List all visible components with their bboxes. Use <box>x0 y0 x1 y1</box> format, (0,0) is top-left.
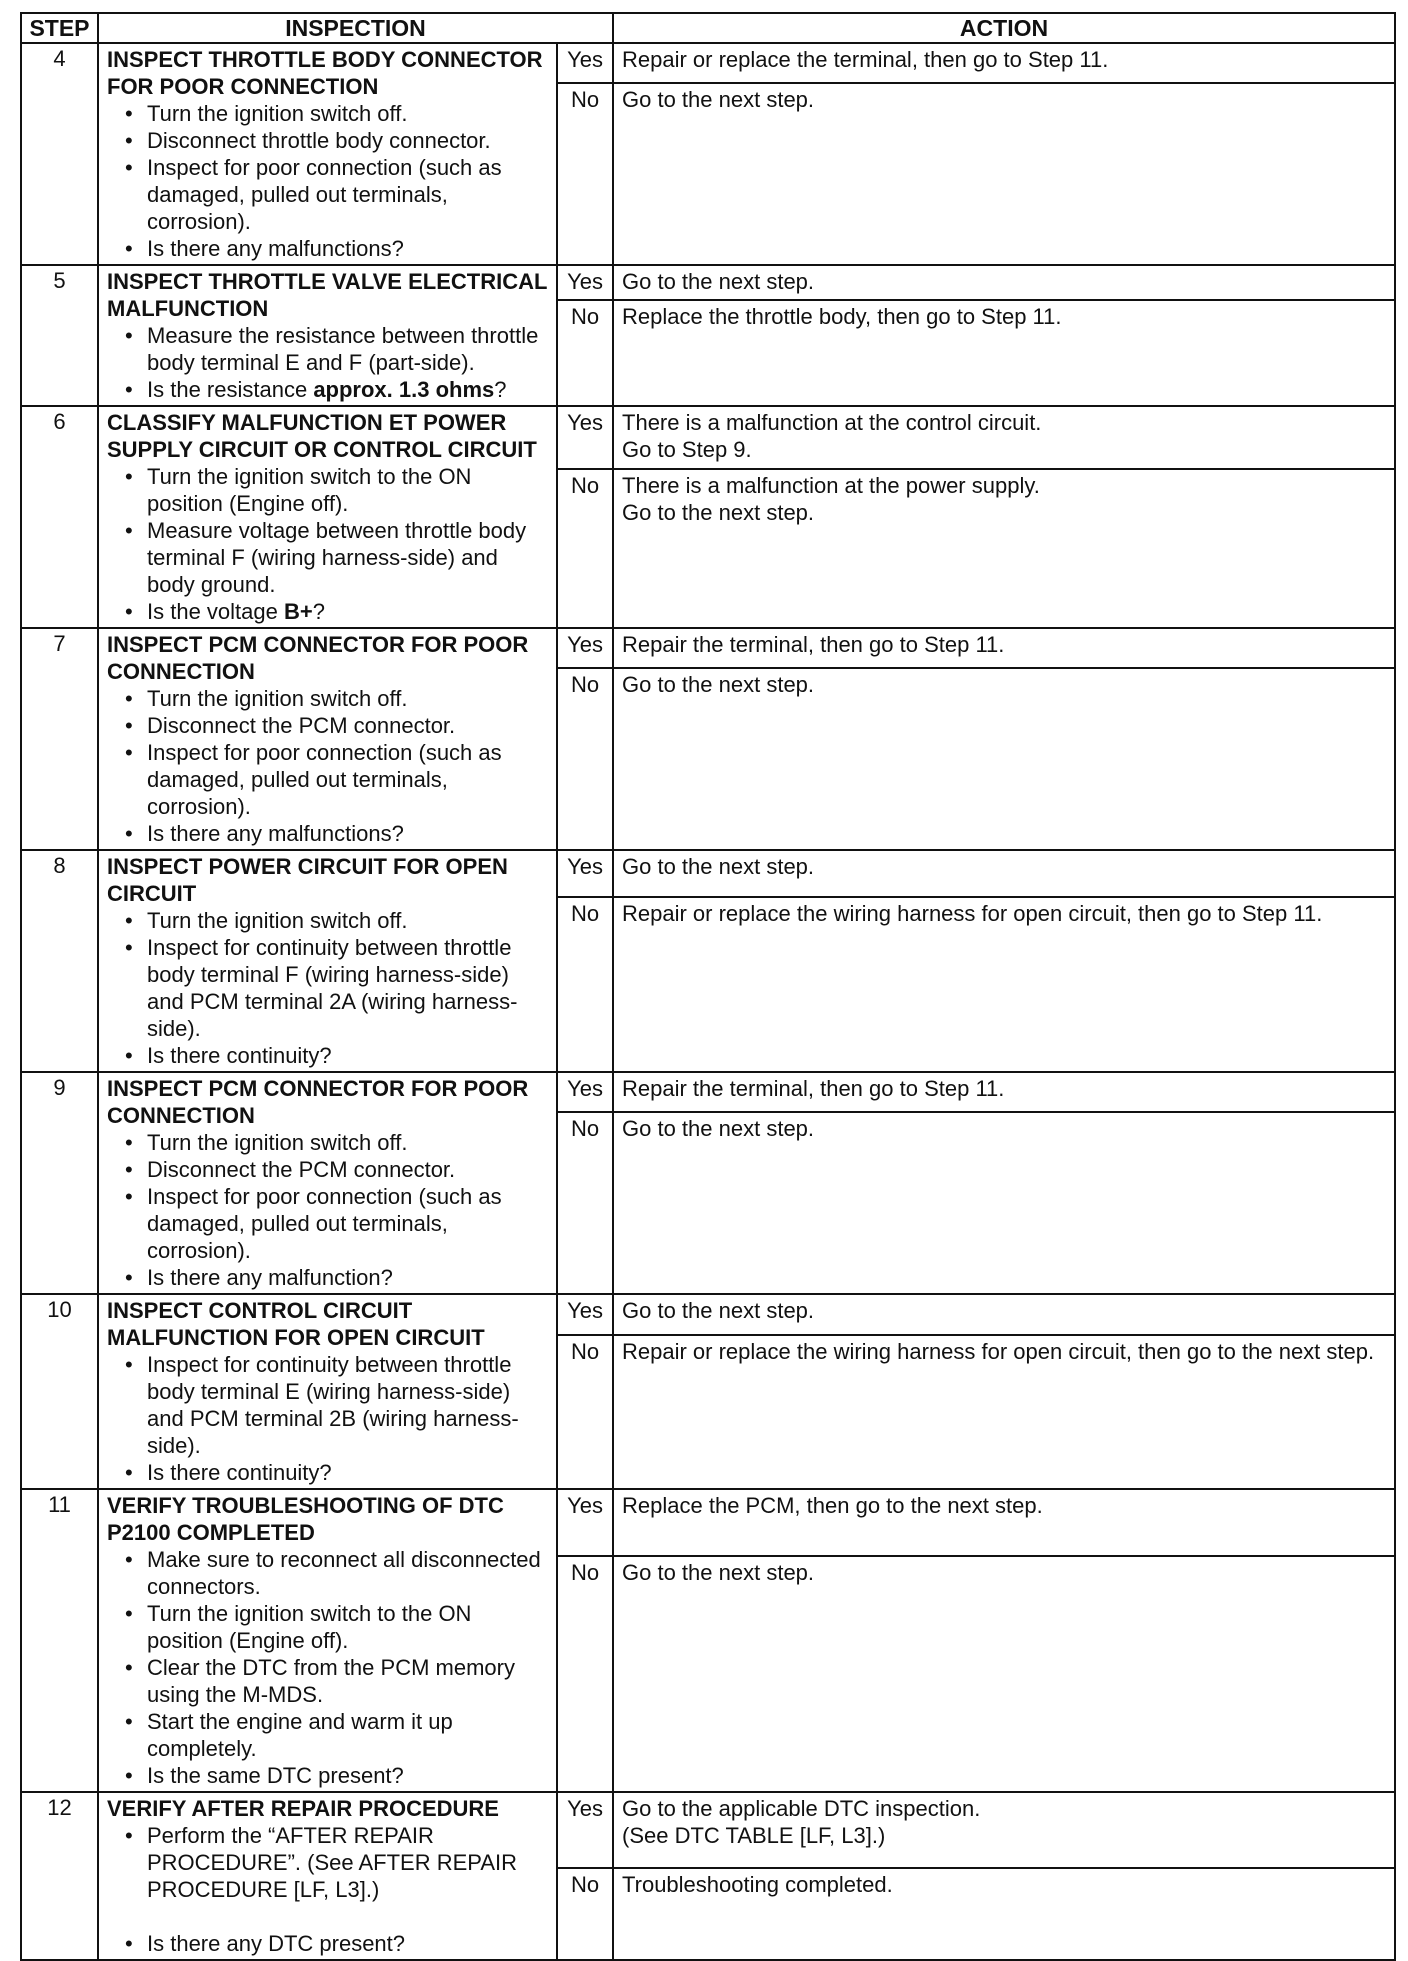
header-step: STEP <box>21 13 98 43</box>
inspection-title: INSPECT PCM CONNECTOR FOR POOR CONNECTION <box>107 632 529 684</box>
inspection-title: INSPECT PCM CONNECTOR FOR POOR CONNECTION <box>107 1076 529 1128</box>
step-number: 5 <box>21 265 98 406</box>
table-row <box>21 1489 1395 1556</box>
inspection-bullet: • Is the same DTC present? <box>121 1762 548 1789</box>
no-label: No <box>557 897 613 1072</box>
yes-label: Yes <box>557 1072 613 1112</box>
inspection-bullet: • Inspect for poor connection (such as damaged, pulled out terminals, corrosion). <box>121 154 548 235</box>
inspection-bullets <box>107 463 548 625</box>
emphasis-value: B+ <box>283 599 313 624</box>
table-row <box>21 406 1395 469</box>
inspection-bullet: • Turn the ignition switch to the ON position (Engine off). <box>121 1600 548 1654</box>
inspection-cell <box>98 1489 557 1792</box>
table-row <box>21 1072 1395 1112</box>
table-body <box>21 43 1395 1960</box>
inspection-bullets <box>107 1129 548 1291</box>
inspection-bullet: • Is there any malfunctions? <box>121 820 548 847</box>
inspection-bullet: • Start the engine and warm it up completely. <box>121 1708 548 1762</box>
yes-action: There is a malfunction at the control circuit. Go to Step 9. <box>613 406 1395 469</box>
inspection-cell <box>98 265 557 406</box>
inspection-bullet: • Clear the DTC from the PCM memory using the M-MDS. <box>121 1654 548 1708</box>
inspection-bullet: • Is there any malfunction? <box>121 1264 548 1291</box>
inspection-bullets <box>107 100 548 262</box>
inspection-bullet: • Disconnect the PCM connector. <box>121 1156 548 1183</box>
no-label: No <box>557 300 613 406</box>
step-number: 4 <box>21 43 98 265</box>
table-row <box>21 265 1395 300</box>
inspection-bullets <box>107 1546 548 1789</box>
yes-action: Go to the next step. <box>613 850 1395 897</box>
inspection-cell <box>98 850 557 1072</box>
inspection-bullet: • Disconnect throttle body connector. <box>121 127 548 154</box>
inspection-cell <box>98 1072 557 1294</box>
step-number: 8 <box>21 850 98 1072</box>
step-number: 10 <box>21 1294 98 1489</box>
table-row <box>21 850 1395 897</box>
no-action: Go to the next step. <box>613 1112 1395 1294</box>
no-label: No <box>557 1868 613 1960</box>
inspection-cell <box>98 628 557 850</box>
emphasis-value: approx. 1.3 ohms <box>313 377 495 402</box>
inspection-cell <box>98 406 557 628</box>
table-row <box>21 43 1395 83</box>
yes-action: Repair the terminal, then go to Step 11. <box>613 1072 1395 1112</box>
inspection-bullet: • Measure the resistance between throttle body terminal E and F (part-side). <box>121 322 548 376</box>
no-label: No <box>557 1112 613 1294</box>
inspection-bullet: • Inspect for poor connection (such as damaged, pulled out terminals, corrosion). <box>121 1183 548 1264</box>
inspection-title: INSPECT THROTTLE BODY CONNECTOR FOR POOR CONNECTION <box>107 47 543 99</box>
no-label: No <box>557 668 613 850</box>
step-number: 12 <box>21 1792 98 1960</box>
inspection-bullets <box>107 1351 548 1486</box>
step-number: 9 <box>21 1072 98 1294</box>
yes-action: Replace the PCM, then go to the next step. <box>613 1489 1395 1556</box>
no-label: No <box>557 1556 613 1792</box>
inspection-title: CLASSIFY MALFUNCTION ET POWER SUPPLY CIRCUIT OR CONTROL CIRCUIT <box>107 410 537 462</box>
no-action: Replace the throttle body, then go to Step 11. <box>613 300 1395 406</box>
no-action: Troubleshooting completed. <box>613 1868 1395 1960</box>
inspection-bullet: • Measure voltage between throttle body terminal F (wiring harness-side) and body ground. <box>121 517 548 598</box>
inspection-title: INSPECT CONTROL CIRCUIT MALFUNCTION FOR OPEN CIRCUIT <box>107 1298 485 1350</box>
yes-action: Go to the applicable DTC inspection. (See DTC TABLE [LF, L3].) <box>613 1792 1395 1868</box>
inspection-bullet: • Perform the “AFTER REPAIR PROCEDURE”. (See AFTER REPAIR PROCEDURE [LF, L3].) <box>121 1822 548 1930</box>
step-number: 6 <box>21 406 98 628</box>
inspection-cell <box>98 43 557 265</box>
inspection-bullets <box>107 322 548 403</box>
yes-label: Yes <box>557 1294 613 1335</box>
no-label: No <box>557 83 613 265</box>
inspection-bullet: • Turn the ignition switch off. <box>121 1129 548 1156</box>
yes-label: Yes <box>557 265 613 300</box>
header-row <box>21 13 1395 43</box>
no-action: Repair or replace the wiring harness for open circuit, then go to the next step. <box>613 1335 1395 1489</box>
inspection-bullets <box>107 685 548 847</box>
inspection-bullet: • Is there any malfunctions? <box>121 235 548 262</box>
inspection-bullet: • Inspect for poor connection (such as damaged, pulled out terminals, corrosion). <box>121 739 548 820</box>
no-label: No <box>557 1335 613 1489</box>
inspection-bullets <box>107 1822 548 1957</box>
inspection-cell <box>98 1792 557 1960</box>
step-number: 7 <box>21 628 98 850</box>
yes-label: Yes <box>557 628 613 668</box>
inspection-bullet: • Make sure to reconnect all disconnected connectors. <box>121 1546 548 1600</box>
inspection-title: INSPECT POWER CIRCUIT FOR OPEN CIRCUIT <box>107 854 508 906</box>
inspection-bullet: • Turn the ignition switch off. <box>121 685 548 712</box>
inspection-bullet: • Is the voltage B+? <box>121 598 548 625</box>
inspection-bullet: • Is the resistance approx. 1.3 ohms? <box>121 376 548 403</box>
inspection-bullet: • Turn the ignition switch off. <box>121 907 548 934</box>
no-label: No <box>557 469 613 628</box>
yes-label: Yes <box>557 850 613 897</box>
inspection-bullet: • Is there continuity? <box>121 1042 548 1069</box>
yes-action: Repair or replace the terminal, then go to Step 11. <box>613 43 1395 83</box>
no-action: Go to the next step. <box>613 1556 1395 1792</box>
inspection-title: VERIFY TROUBLESHOOTING OF DTC P2100 COMPLETED <box>107 1493 504 1545</box>
table-row <box>21 628 1395 668</box>
yes-action: Repair the terminal, then go to Step 11. <box>613 628 1395 668</box>
step-number: 11 <box>21 1489 98 1792</box>
inspection-cell <box>98 1294 557 1489</box>
yes-action: Go to the next step. <box>613 265 1395 300</box>
no-action: There is a malfunction at the power supply. Go to the next step. <box>613 469 1395 628</box>
inspection-bullets <box>107 907 548 1069</box>
inspection-bullet: • Is there any DTC present? <box>121 1930 548 1957</box>
yes-label: Yes <box>557 1489 613 1556</box>
no-action: Repair or replace the wiring harness for open circuit, then go to Step 11. <box>613 897 1395 1072</box>
table-row <box>21 1792 1395 1868</box>
inspection-bullet: • Disconnect the PCM connector. <box>121 712 548 739</box>
inspection-bullet: • Is there continuity? <box>121 1459 548 1486</box>
no-action: Go to the next step. <box>613 83 1395 265</box>
inspection-title: VERIFY AFTER REPAIR PROCEDURE <box>107 1796 499 1821</box>
header-inspection: INSPECTION <box>98 13 613 43</box>
inspection-bullet: • Inspect for continuity between throttle body terminal F (wiring harness-side) and PCM terminal 2A (wiring harness-side). <box>121 934 548 1042</box>
table-row <box>21 1294 1395 1335</box>
yes-action: Go to the next step. <box>613 1294 1395 1335</box>
yes-label: Yes <box>557 1792 613 1868</box>
inspection-bullet: • Turn the ignition switch off. <box>121 100 548 127</box>
header-action: ACTION <box>613 13 1395 43</box>
inspection-title: INSPECT THROTTLE VALVE ELECTRICAL MALFUNCTION <box>107 269 548 321</box>
troubleshooting-table <box>20 12 1396 1961</box>
no-action: Go to the next step. <box>613 668 1395 850</box>
inspection-bullet: • Inspect for continuity between throttle body terminal E (wiring harness-side) and PCM terminal 2B (wiring harness-side). <box>121 1351 548 1459</box>
inspection-bullet: • Turn the ignition switch to the ON position (Engine off). <box>121 463 548 517</box>
yes-label: Yes <box>557 43 613 83</box>
yes-label: Yes <box>557 406 613 469</box>
